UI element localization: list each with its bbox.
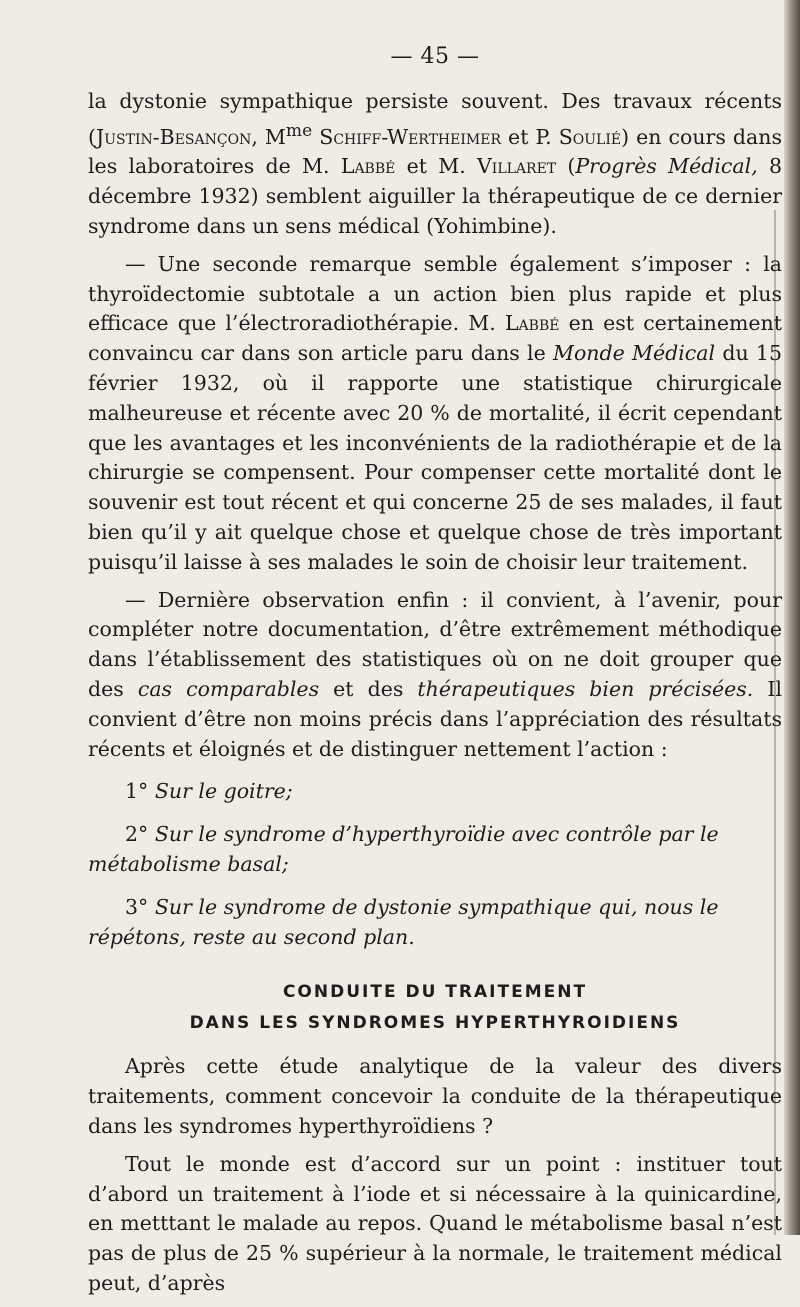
- author-labbe: Labbé: [340, 154, 396, 179]
- list-item-goitre: 1° Sur le goitre;: [125, 779, 293, 804]
- journal-monde-medical: Monde Médical: [552, 341, 716, 366]
- section-heading: [88, 977, 782, 1039]
- paragraph-thyroidectomie: — Une seconde remarque semble également s’imposer : la thyroïdectomie subtotale a un action bien plus rapide et plus efficace que l’électroradiothérapie. M. Labbé en est certainement convaincu car dans son article paru dans le Monde Médical du 15 février 1932, où il rapporte une statistique chirurgicale malheureuse et récente avec 20 % de mortalité, il écrit cependant que les avantages et les inconvénients de la radiothérapie et de la chirurgie se compensent. Pour compenser cette mortalité dont le souvenir est tout récent et qui concerne 25 de ses malades, il faut bien qu’il y ait quelque chose et quelque chose de très important puisqu’il laisse à ses malades le soin de choisir leur traitement.: [88, 251, 782, 574]
- author-justin-besancon: Justin-Besançon: [96, 124, 252, 149]
- list-item-dystonie: 3° Sur le syndrome de dystonie sympathique qui, nous le répétons, reste au second plan.: [88, 894, 719, 949]
- paragraph-analytique: Après cette étude analytique de la valeur des divers traitements, comment concevoir la conduite de la thérapeutique dans les syndromes hyperthyroïdiens ?: [88, 1054, 782, 1138]
- page-number: — 45 —: [390, 44, 480, 69]
- emphasis-cas-comparables: cas comparables: [137, 676, 320, 701]
- heading-line-2: DANS LES SYNDROMES HYPERTHYROIDIENS: [189, 1013, 681, 1034]
- list-number: 1°: [125, 779, 149, 804]
- list-item-hyperthyroidie: 2° Sur le syndrome d’hyperthyroïdie avec contrôle par le métabolisme basal;: [88, 822, 719, 876]
- paragraph-traitement: Tout le monde est d’accord sur un point : instituer tout d’abord un traitement à l’iode et si nécessaire à la quinicardine, en metttant le malade au repos. Quand le métabolisme basal n’est pas de plus de 25 % supérieur à la normale, le traitement médical peut, d’après: [88, 1151, 782, 1295]
- page-text: [88, 87, 782, 1307]
- author-schiff-wertheimer: Schiff-Wertheimer: [319, 124, 501, 149]
- emphasis-therapeutiques: thérapeutiques bien précisées.: [417, 676, 754, 701]
- journal-progres-medical: Progrès Médical,: [575, 154, 758, 179]
- paragraph-observation: — Dernière observation enfin : il convient, à l’avenir, pour compléter notre documentation, d’être extrêmement méthodique dans l’établissement des statistiques où on ne doit grouper que des cas comparables et des thérapeutiques bien précisées. Il convient d’être non moins précis dans l’appréciation des résultats récents et éloignés et de distinguer nettement l’action :: [88, 587, 783, 761]
- author-villaret: Villaret: [476, 154, 557, 179]
- title-abbreviation: me: [285, 120, 313, 141]
- page-edge-shadow: [784, 0, 800, 1235]
- heading-line-1: CONDUITE DU TRAITEMENT: [282, 982, 588, 1003]
- paragraph-dystonie: la dystonie sympathique persiste souvent. Des travaux récents (Justin-Besançon, $M^{me}$ Schiff-Wertheimer et P. Soulié) en cours dans les laboratoires de M. Labbé et M. Villaret (Progrès Médical, 8 décembre 1932) semblent aiguiller la thérapeutique de ce dernier syndrome dans un sens médical (Yohimbine).: [88, 89, 783, 239]
- author-labbe: Labbé: [504, 311, 560, 336]
- list-number: 3°: [125, 894, 149, 919]
- list-number: 2°: [125, 822, 149, 847]
- author-soulie: Soulié: [558, 124, 622, 149]
